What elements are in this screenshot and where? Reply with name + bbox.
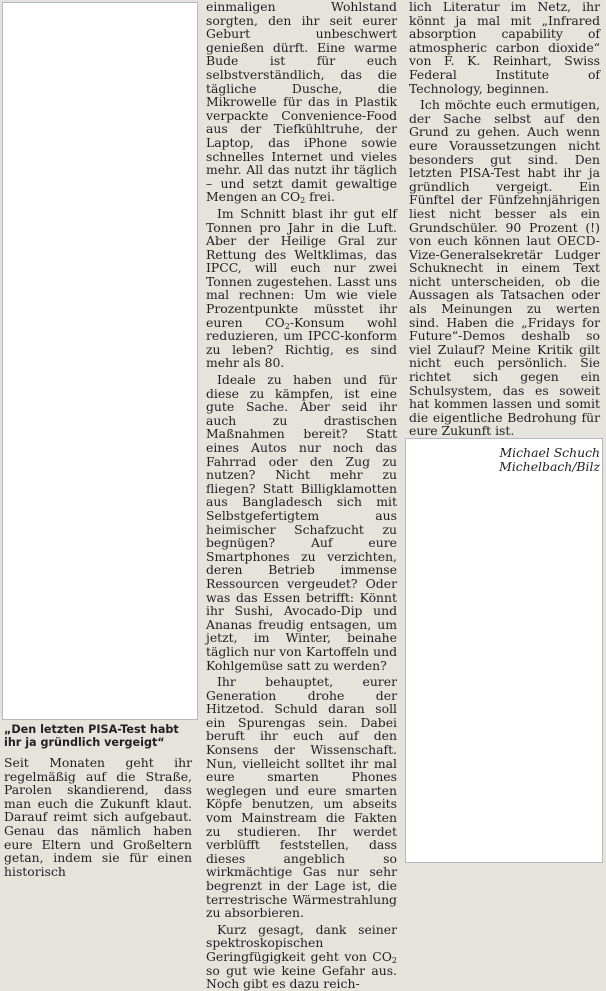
letter-headline: „Den letzten PISA-Test habt ihr ja gründlich vergeigt“: [4, 723, 179, 749]
author-name: Michael Schuch: [499, 445, 600, 460]
column-left: [4, 756, 192, 878]
paragraph: Seit Monaten geht ihr regelmäßig auf die Straße, Parolen skandierend, dass man euch die Zukunft klaut. Darauf reimt sich aufgebaut. Genau das nämlich haben eure Eltern und Großeltern getan, indem sie für einen historisch: [4, 755, 192, 879]
paragraph: Ideale zu haben und für diese zu kämpfen, ist eine gute Sache. Aber seid ihr auch zu drastischen Maßnahmen bereit? Statt eines Autos nur noch das Fahrrad oder den Zug zu nutzen? Nicht mehr zu fliegen? Statt Billigklamotten aus Bangladesch sich mit Selbstgefertigtem aus heimischer Schafzucht zu begnügen? Auf eure Smartphones zu verzichten, deren Betrieb immense Ressourcen vergeudet? Oder was das Essen betrifft: Könnt ihr Sushi, Avocado-Dip und Ananas freudig entsagen, um jetzt, im Winter, beinahe täglich nur von Kartoffeln und Kohlgemüse satt zu werden?: [206, 372, 397, 673]
paragraph: lich Literatur im Netz, ihr könnt ja mal mit „Infrared absorption capability of atmospheric carbon dioxide“ von F. K. Reinhart, Swiss Federal Institute of Technology, beginnen.: [409, 0, 600, 96]
letter-signature: [409, 446, 600, 474]
paragraph: einmaligen Wohlstand sorgten, den ihr seit eurer Geburt unbeschwert genießen dürft. Eine warme Bude ist für euch selbstverständlich, das die tägliche Dusche, die Mikrowelle für das in Plastik verpackte Convenience-Food aus der Tiefkühltruhe, der Laptop, das iPhone sowie schnelles Internet und vieles mehr. All das nutzt ihr täglich – und setzt damit gewaltige Mengen an $CO_2$ frei.: [206, 0, 397, 206]
blank-area-bottom-right: [405, 438, 603, 863]
paragraph: Im Schnitt blast ihr gut elf Tonnen pro Jahr in die Luft. Aber der Heilige Gral zur Rettung des Weltklimas, das IPCC, will euch nur zwei Tonnen zugestehen. Lasst uns mal rechnen: Um wie viele Prozentpunkte müsstet ihr euren $CO_2$-Konsum wohl reduzieren, um IPCC-konform zu leben? Richtig, es sind mehr als 80.: [206, 205, 397, 371]
column-middle: [206, 0, 397, 991]
blank-area-top-left: [2, 2, 198, 720]
author-location: Michelbach/Bilz: [499, 459, 600, 474]
paragraph: Ihr behauptet, eurer Generation drohe der Hitzetod. Schuld daran soll ein Spurengas sein. Dabei beruft ihr euch auf den Konsens der Wissenschaft. Nun, vielleicht solltet ihr mal eure smarten Phones weglegen und eure smarten Köpfe benutzen, um abseits vom Mainstream die Fakten zu studieren. Ihr werdet verblüfft feststellen, dass dieses angeblich so wirkmächtige Gas nur sehr begrenzt in der Lage ist, die terrestrische Wärmestrahlung zu absorbieren.: [206, 674, 397, 921]
column-right: [409, 0, 600, 474]
paragraph: Ich möchte euch ermutigen, der Sache selbst auf den Grund zu gehen. Auch wenn eure Voraussetzungen nicht besonders gut sind. Den letzten PISA-Test habt ihr ja gründlich vergeigt. Ein Fünftel der Fünfzehnjährigen liest nicht besser als ein Grundschüler. 90 Prozent (!) von euch können laut OECD-Vize-Generalsekretär Ludger Schuknecht in einem Text nicht unterscheiden, ob die Aussagen als Tatsachen oder als Meinungen zu werten sind. Haben die „Fridays for Future“-Demos deshalb so viel Zulauf? Meine Kritik gilt nicht euch persönlich. Sie richtet sich gegen ein Schulsystem, das es soweit hat kommen lassen und somit die eigentliche Bedrohung für eure Zukunft ist.: [409, 97, 600, 439]
paragraph: Kurz gesagt, dank seiner spektroskopischen Geringfügigkeit geht von $CO_2$ so gut wie keine Gefahr aus. Noch gibt es dazu reich-: [206, 921, 397, 991]
